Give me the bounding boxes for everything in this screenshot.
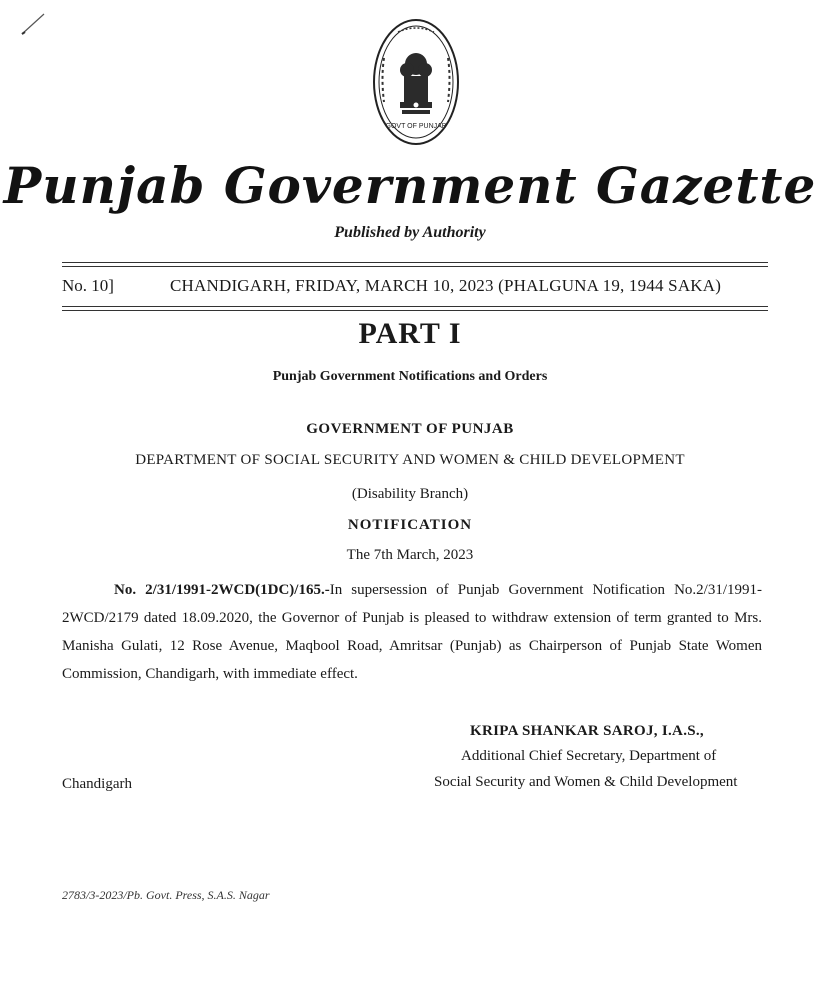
rule-bottom-1 <box>62 306 768 307</box>
notification-reference: No. 2/31/1991-2WCD(1DC)/165.- <box>114 582 330 598</box>
signatory-designation-line2: Social Security and Women & Child Development <box>434 774 738 790</box>
signatory-name: KRIPA SHANKAR SAROJ, I.A.S., <box>470 723 704 739</box>
department-heading: DEPARTMENT OF SOCIAL SECURITY AND WOMEN & CHILD DEVELOPMENT <box>135 452 685 468</box>
issue-number: No. 10] <box>62 276 114 295</box>
branch-heading: (Disability Branch) <box>351 486 469 502</box>
government-heading: GOVERNMENT OF PUNJAB <box>306 421 514 437</box>
notification-date: The 7th March, 2023 <box>346 547 474 563</box>
place: Chandigarh <box>62 776 132 792</box>
part-title: PART I <box>358 317 462 350</box>
pen-mark <box>18 8 48 38</box>
notification-heading: NOTIFICATION <box>347 517 473 533</box>
notification-body <box>62 576 762 688</box>
published-by-authority: Published by Authority <box>334 224 486 241</box>
issue-dateline: CHANDIGARH, FRIDAY, MARCH 10, 2023 (PHALGUNA 19, 1944 SAKA) <box>170 276 722 295</box>
part-subtitle: Punjab Government Notifications and Orders <box>272 369 548 384</box>
state-emblem-icon <box>370 18 462 150</box>
gazette-masthead: Punjab Government Gazette <box>3 156 817 215</box>
rule-bottom-2 <box>62 310 768 311</box>
signatory-designation-line1: Additional Chief Secretary, Department of <box>461 748 717 764</box>
rule-top-1 <box>62 262 768 263</box>
emblem-caption: GOVT OF PUNJAB <box>385 123 447 130</box>
notification-text: In supersession of Punjab Government Notification No.2/31/1991-2WCD/2179 dated 18.09.2020, the Governor of Punjab is pleased to withdraw extension of term granted to Mrs. Manisha Gulati, 12 Rose Avenue, Maqbool Road, Amritsar (Punjab) as Chairperson of Punjab State Women Commission, Chandigarh, with immediate effect. <box>62 582 762 682</box>
press-reference: 2783/3-2023/Pb. Govt. Press, S.A.S. Nagar <box>62 888 270 902</box>
rule-top-2 <box>62 266 768 267</box>
